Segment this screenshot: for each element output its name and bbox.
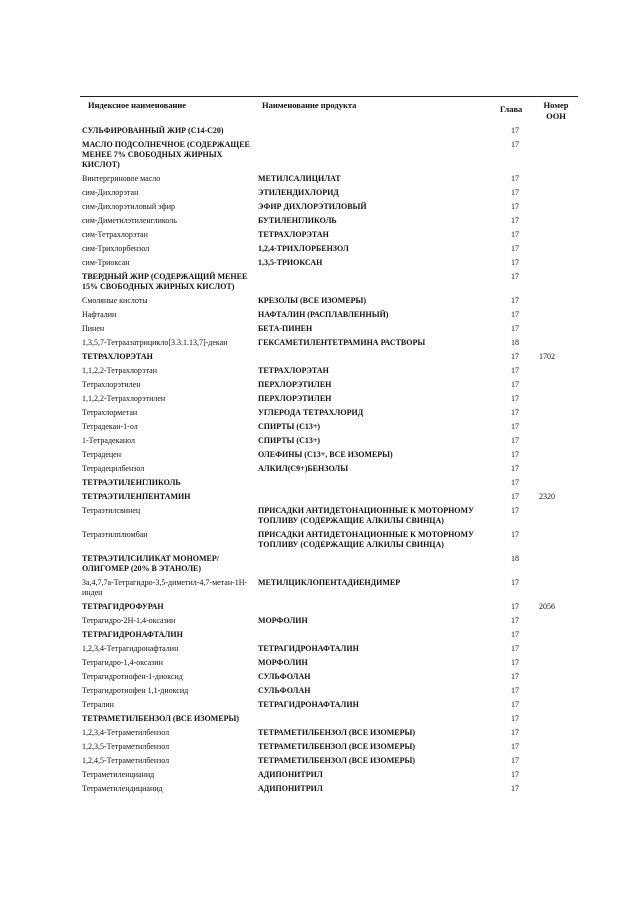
chapter-cell: 17 bbox=[511, 672, 519, 681]
index-name-cell: сим-Трихлорбензол bbox=[82, 244, 150, 253]
table-row bbox=[82, 243, 582, 257]
index-name-cell: ТЕТРАХЛОРЭТАН bbox=[82, 352, 153, 361]
product-name-cell: ТЕТРАМЕТИЛБЕНЗОЛ (ВСЕ ИЗОМЕРЫ) bbox=[258, 756, 415, 765]
chapter-cell: 17 bbox=[511, 756, 519, 765]
un-number-cell: 1702 bbox=[539, 352, 555, 361]
index-name-cell: сим-Диметилэтиленгликоль bbox=[82, 216, 177, 225]
chapter-cell: 17 bbox=[511, 478, 519, 487]
product-name-cell: ГЕКСАМЕТИЛЕНТЕТРАМИНА РАСТВОРЫ bbox=[258, 338, 426, 347]
chapter-cell: 17 bbox=[511, 506, 519, 515]
chapter-cell: 17 bbox=[511, 366, 519, 375]
index-name-cell: ТВЕРДНЫЙ ЖИР (СОДЕРЖАЩИЙ МЕНЕЕ 15% СВОБОДНЫХ ЖИРНЫХ КИСЛОТ) bbox=[82, 272, 248, 291]
table-row bbox=[82, 477, 582, 491]
product-name-cell: НАФТАЛИН (РАСПЛАВЛЕННЫЙ) bbox=[258, 310, 389, 319]
chapter-cell: 17 bbox=[511, 216, 519, 225]
chapter-cell: 17 bbox=[511, 578, 519, 587]
index-name-cell: Тетраэтилплюмбан bbox=[82, 530, 148, 539]
index-name-cell: ТЕТРАМЕТИЛБЕНЗОЛ (ВСЕ ИЗОМЕРЫ) bbox=[82, 714, 239, 723]
header-product-name: Наименование продукта bbox=[262, 100, 357, 110]
chapter-cell: 17 bbox=[511, 352, 519, 361]
index-name-cell: 1,2,4,5-Тетраметилбензол bbox=[82, 756, 170, 765]
product-name-cell: СПИРТЫ (С13+) bbox=[258, 422, 321, 431]
product-name-cell: БЕТА-ПИНЕН bbox=[258, 324, 313, 333]
chapter-cell: 17 bbox=[511, 272, 519, 281]
table-row bbox=[82, 407, 582, 421]
index-name-cell: Тетраметилендицианид bbox=[82, 784, 163, 793]
product-name-cell: 1,2,4-ТРИХЛОРБЕНЗОЛ bbox=[258, 244, 349, 253]
un-number-cell: 2320 bbox=[539, 492, 555, 501]
product-name-cell: СУЛЬФОЛАН bbox=[258, 672, 311, 681]
chapter-cell: 18 bbox=[511, 338, 519, 347]
chapter-cell: 17 bbox=[511, 728, 519, 737]
index-name-cell: 1,2,3,5-Тетраметилбензол bbox=[82, 742, 170, 751]
un-number-cell: 2056 bbox=[539, 602, 555, 611]
product-name-cell: АДИПОНИТРИЛ bbox=[258, 770, 323, 779]
product-name-cell: ОЛЕФИНЫ (С13+, ВСЕ ИЗОМЕРЫ) bbox=[258, 450, 393, 459]
index-name-cell: сим-Триоксан bbox=[82, 258, 130, 267]
chapter-cell: 17 bbox=[511, 686, 519, 695]
chapter-cell: 17 bbox=[511, 784, 519, 793]
table-row bbox=[82, 727, 582, 741]
index-name-cell: 1,2,3,4-Тетраметилбензол bbox=[82, 728, 170, 737]
product-name-cell: ТЕТРАХЛОРЭТАН bbox=[258, 366, 329, 375]
index-name-cell: 1,3,5,7-Тетраазатрицикло[3.3.1.13,7]-декан bbox=[82, 338, 228, 347]
chapter-cell: 17 bbox=[511, 258, 519, 267]
header-chapter: Глава bbox=[500, 104, 523, 114]
table-row bbox=[82, 449, 582, 463]
chapter-cell: 17 bbox=[511, 450, 519, 459]
product-name-cell: СПИРТЫ (С13+) bbox=[258, 436, 321, 445]
product-name-cell: МОРФОЛИН bbox=[258, 616, 308, 625]
table-row bbox=[82, 601, 582, 615]
chapter-cell: 17 bbox=[511, 296, 519, 305]
product-name-cell: МЕТИЛСАЛИЦИЛАТ bbox=[258, 174, 341, 183]
index-name-cell: Тетрадекан-1-ол bbox=[82, 422, 138, 431]
index-name-cell: ТЕТРАГИДРОНАФТАЛИН bbox=[82, 630, 183, 639]
index-name-cell: Винтергриновое масло bbox=[82, 174, 161, 183]
chapter-cell: 17 bbox=[511, 422, 519, 431]
index-name-cell: Тетрадецилбензол bbox=[82, 464, 145, 473]
top-rule bbox=[80, 96, 578, 97]
index-name-cell: 3а,4,7,7а-Тетрагидро-3,5-диметил-4,7-метан-1Н-инден bbox=[82, 578, 248, 597]
chapter-cell: 17 bbox=[511, 658, 519, 667]
index-name-cell: 1,1,2,2-Тетрахлорэтилен bbox=[82, 394, 166, 403]
chapter-cell: 17 bbox=[511, 464, 519, 473]
table-row bbox=[82, 615, 582, 629]
chapter-cell: 17 bbox=[511, 202, 519, 211]
table-row bbox=[82, 713, 582, 727]
table-row bbox=[82, 741, 582, 755]
chapter-cell: 17 bbox=[511, 140, 519, 149]
index-name-cell: Пинен bbox=[82, 324, 105, 333]
chapter-cell: 17 bbox=[511, 394, 519, 403]
table-row bbox=[82, 783, 582, 797]
index-name-cell: Тетраметиленцианид bbox=[82, 770, 155, 779]
chapter-cell: 17 bbox=[511, 700, 519, 709]
index-name-cell: Нафталин bbox=[82, 310, 117, 319]
table-row bbox=[82, 365, 582, 379]
table-row bbox=[82, 323, 582, 337]
product-name-cell: КРЕЗОЛЫ (ВСЕ ИЗОМЕРЫ) bbox=[258, 296, 367, 305]
product-name-cell: 1,3,5-ТРИОКСАН bbox=[258, 258, 323, 267]
chapter-cell: 17 bbox=[511, 630, 519, 639]
table-row bbox=[82, 769, 582, 783]
index-name-cell: 1,1,2,2-Тетрахлорэтан bbox=[82, 366, 157, 375]
chapter-cell: 17 bbox=[511, 492, 519, 501]
index-name-cell: Тетраэтилсвинец bbox=[82, 506, 141, 515]
product-name-cell: АЛКИЛ(С9+)БЕНЗОЛЫ bbox=[258, 464, 349, 473]
product-name-cell: ТЕТРАМЕТИЛБЕНЗОЛ (ВСЕ ИЗОМЕРЫ) bbox=[258, 728, 415, 737]
index-name-cell: Тетрадецен bbox=[82, 450, 122, 459]
index-name-cell: Тетрагидротиофен 1,1-диоксид bbox=[82, 686, 189, 695]
chapter-cell: 17 bbox=[511, 644, 519, 653]
header-un-number: Номер ООН bbox=[543, 100, 569, 121]
table-row bbox=[82, 257, 582, 271]
chapter-cell: 17 bbox=[511, 244, 519, 253]
chapter-cell: 17 bbox=[511, 230, 519, 239]
chapter-cell: 17 bbox=[511, 126, 519, 135]
table-row bbox=[82, 379, 582, 393]
index-name-cell: сим-Тетрахлорэтан bbox=[82, 230, 148, 239]
index-name-cell: Тетрагидро-2Н-1,4-оксазин bbox=[82, 616, 176, 625]
chapter-cell: 17 bbox=[511, 174, 519, 183]
table-row bbox=[82, 685, 582, 699]
chapter-cell: 17 bbox=[511, 324, 519, 333]
table-row bbox=[82, 173, 582, 187]
index-name-cell: ТЕТРАГИДРОФУРАН bbox=[82, 602, 164, 611]
table-row bbox=[82, 393, 582, 407]
index-name-cell: 1,2,3,4-Тетрагидронафталин bbox=[82, 644, 179, 653]
table-row bbox=[82, 435, 582, 449]
chapter-cell: 17 bbox=[511, 408, 519, 417]
chapter-cell: 17 bbox=[511, 188, 519, 197]
chapter-cell: 17 bbox=[511, 310, 519, 319]
table-row bbox=[82, 229, 582, 243]
index-name-cell: Тетрагидро-1,4-оксазин bbox=[82, 658, 163, 667]
index-name-cell: Тетрахлорметан bbox=[82, 408, 138, 417]
product-name-cell: ТЕТРАГИДРОНАФТАЛИН bbox=[258, 700, 359, 709]
chapter-cell: 17 bbox=[511, 602, 519, 611]
table-row bbox=[82, 351, 582, 365]
chapter-cell: 17 bbox=[511, 380, 519, 389]
product-name-cell: МЕТИЛЦИКЛОПЕНТАДИЕНДИМЕР bbox=[258, 578, 401, 587]
product-name-cell: УГЛЕРОДА ТЕТРАХЛОРИД bbox=[258, 408, 364, 417]
header-index-name: Индексное наименование bbox=[88, 100, 187, 110]
table-row bbox=[82, 187, 582, 201]
index-name-cell: ТЕТРАЭТИЛЕНГЛИКОЛЬ bbox=[82, 478, 181, 487]
chapter-cell: 17 bbox=[511, 530, 519, 539]
product-name-cell: АДИПОНИТРИЛ bbox=[258, 784, 323, 793]
table-row bbox=[82, 671, 582, 685]
index-name-cell: Тетрагидротиофен-1-диоксид bbox=[82, 672, 183, 681]
product-name-cell: ЭТИЛЕНДИХЛОРИД bbox=[258, 188, 339, 197]
product-name-cell: БУТИЛЕНГЛИКОЛЬ bbox=[258, 216, 337, 225]
product-name-cell: ПЕРХЛОРЭТИЛЕН bbox=[258, 394, 332, 403]
chapter-cell: 18 bbox=[511, 554, 519, 563]
index-name-cell: Тетралин bbox=[82, 700, 114, 709]
product-name-cell: СУЛЬФОЛАН bbox=[258, 686, 311, 695]
product-name-cell: ТЕТРАХЛОРЭТАН bbox=[258, 230, 329, 239]
chapter-cell: 17 bbox=[511, 714, 519, 723]
index-name-cell: Смоляные кислоты bbox=[82, 296, 148, 305]
table-row bbox=[82, 201, 582, 215]
table-row bbox=[82, 505, 582, 529]
product-name-cell: ТЕТРАГИДРОНАФТАЛИН bbox=[258, 644, 359, 653]
index-name-cell: МАСЛО ПОДСОЛНЕЧНОЕ (СОДЕРЖАЩЕЕ МЕНЕЕ 7% СВОБОДНЫХ ЖИРНЫХ КИСЛОТ) bbox=[82, 140, 250, 169]
chapter-cell: 17 bbox=[511, 770, 519, 779]
product-name-cell: ПРИСАДКИ АНТИДЕТОНАЦИОННЫЕ К МОТОРНОМУ ТОПЛИВУ (СОДЕРЖАЩИЕ АЛКИЛЫ СВИНЦА) bbox=[258, 530, 474, 549]
table-row bbox=[82, 421, 582, 435]
index-name-cell: 1-Тетрадеканол bbox=[82, 436, 136, 445]
table-row bbox=[82, 309, 582, 323]
table-row bbox=[82, 755, 582, 769]
chapter-cell: 17 bbox=[511, 436, 519, 445]
table-row bbox=[82, 125, 582, 139]
index-name-cell: Тетрахлорэтилен bbox=[82, 380, 141, 389]
table-row bbox=[82, 337, 582, 351]
substance-table bbox=[82, 125, 582, 797]
chapter-cell: 17 bbox=[511, 616, 519, 625]
table-row bbox=[82, 629, 582, 643]
product-name-cell: МОРФОЛИН bbox=[258, 658, 308, 667]
index-name-cell: СУЛЬФИРОВАННЫЙ ЖИР (С14-С20) bbox=[82, 126, 224, 135]
table-row bbox=[82, 699, 582, 713]
index-name-cell: сим-Дихлорэтиловый эфир bbox=[82, 202, 175, 211]
product-name-cell: ЭФИР ДИХЛОРЭТИЛОВЫЙ bbox=[258, 202, 367, 211]
table-row bbox=[82, 271, 582, 295]
table-row bbox=[82, 295, 582, 309]
index-name-cell: ТЕТРАЭТИЛСИЛИКАТ МОНОМЕР/ОЛИГОМЕР (20% В ЭТАНОЛЕ) bbox=[82, 554, 220, 573]
table-row bbox=[82, 139, 582, 173]
table-row bbox=[82, 215, 582, 229]
chapter-cell: 17 bbox=[511, 742, 519, 751]
index-name-cell: сим-Дихлорэтан bbox=[82, 188, 139, 197]
index-name-cell: ТЕТРАЭТИЛЕНПЕНТАМИН bbox=[82, 492, 191, 501]
product-name-cell: ПРИСАДКИ АНТИДЕТОНАЦИОННЫЕ К МОТОРНОМУ ТОПЛИВУ (СОДЕРЖАЩИЕ АЛКИЛЫ СВИНЦА) bbox=[258, 506, 474, 525]
table-row bbox=[82, 491, 582, 505]
table-row bbox=[82, 643, 582, 657]
product-name-cell: ПЕРХЛОРЭТИЛЕН bbox=[258, 380, 332, 389]
table-row bbox=[82, 657, 582, 671]
table-row bbox=[82, 553, 582, 577]
product-name-cell: ТЕТРАМЕТИЛБЕНЗОЛ (ВСЕ ИЗОМЕРЫ) bbox=[258, 742, 415, 751]
table-row bbox=[82, 529, 582, 553]
table-row bbox=[82, 463, 582, 477]
table-row bbox=[82, 577, 582, 601]
